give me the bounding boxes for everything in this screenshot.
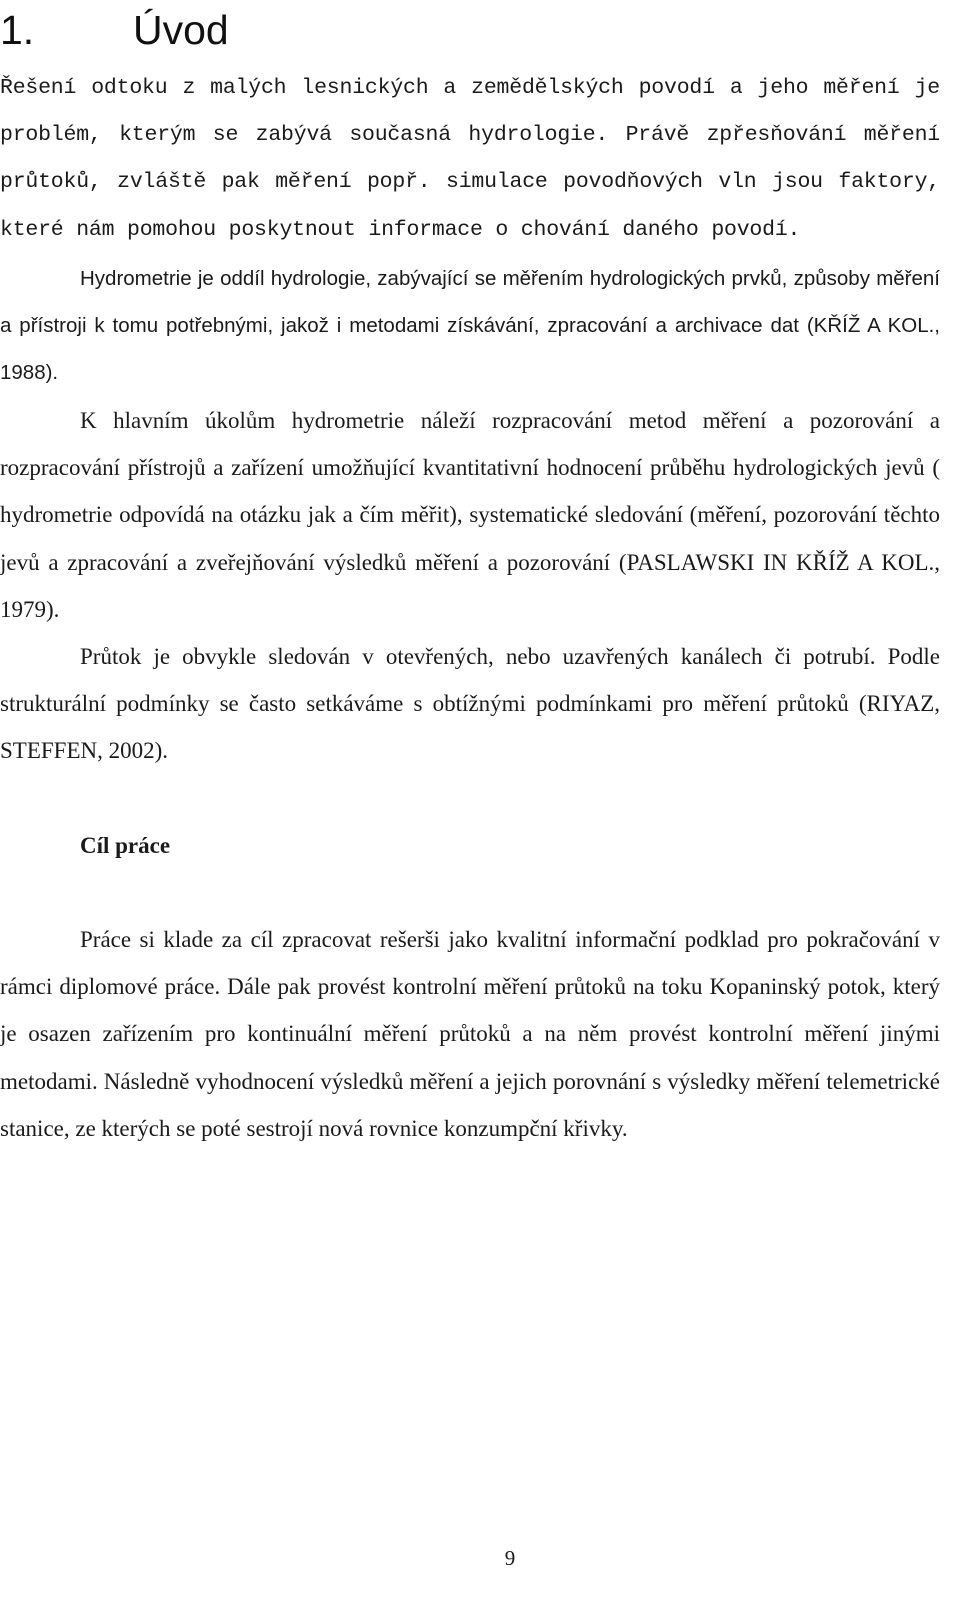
chapter-title: Úvod [133, 7, 229, 53]
page-number: 9 [504, 1546, 516, 1570]
paragraph-intro: Řešení odtoku z malých lesnických a zemědělských povodí a jeho měření je problém, kterým se zabývá současná hydrologie. Právě zpřesňování měření průtoků, zvláště pak měření popř. simulace povodňových vln jsou faktory, které nám pomohou poskytnout informace o chování daného povodí. [0, 76, 940, 242]
chapter-number: 1. [0, 7, 35, 53]
chapter-heading [0, 2, 940, 58]
paragraph-hydrometrie-tasks: K hlavním úkolům hydrometrie náleží rozpracování metod měření a pozorování a rozpracování přístrojů a zařízení umožňující kvantitativní hodnocení průběhu hydrologických jevů ( hydrometrie odpovídá na otázku jak a čím měřit), systematické sledování (měření, pozorování těchto jevů a zpracování a zveřejňování výsledků měření a pozorování (PASLAWSKI IN KŘÍŽ A KOL., 1979). [0, 408, 940, 622]
section-title-goal: Cíl práce [80, 833, 171, 858]
paragraph-hydrometrie-definition: Hydrometrie je oddíl hydrologie, zabývající se měřením hydrologických prvků, způsoby měření a přístroji k tomu potřebnými, jakož i metodami získávání, zpracování a archivace dat (KŘÍŽ A KOL., 1988). [0, 267, 940, 385]
paragraph-flow-measurement: Průtok je obvykle sledován v otevřených, nebo uzavřených kanálech či potrubí. Podle strukturální podmínky se často setkáváme s obtížnými podmínkami pro měření průtoků (RIYAZ, STEFFEN, 2002). [0, 644, 940, 764]
paragraph-goal: Práce si klade za cíl zpracovat rešerši jako kvalitní informační podklad pro pokračování v rámci diplomové práce. Dále pak provést kontrolní měření průtoků na toku Kopaninský potok, který je osazen zařízením pro kontinuální měření průtoků a na něm provést kontrolní měření jinými metodami. Následně vyhodnocení výsledků měření a jejich porovnání s výsledky měření telemetrické stanice, ze kterých se poté sestrojí nová rovnice konzumpční křivky. [0, 927, 940, 1141]
